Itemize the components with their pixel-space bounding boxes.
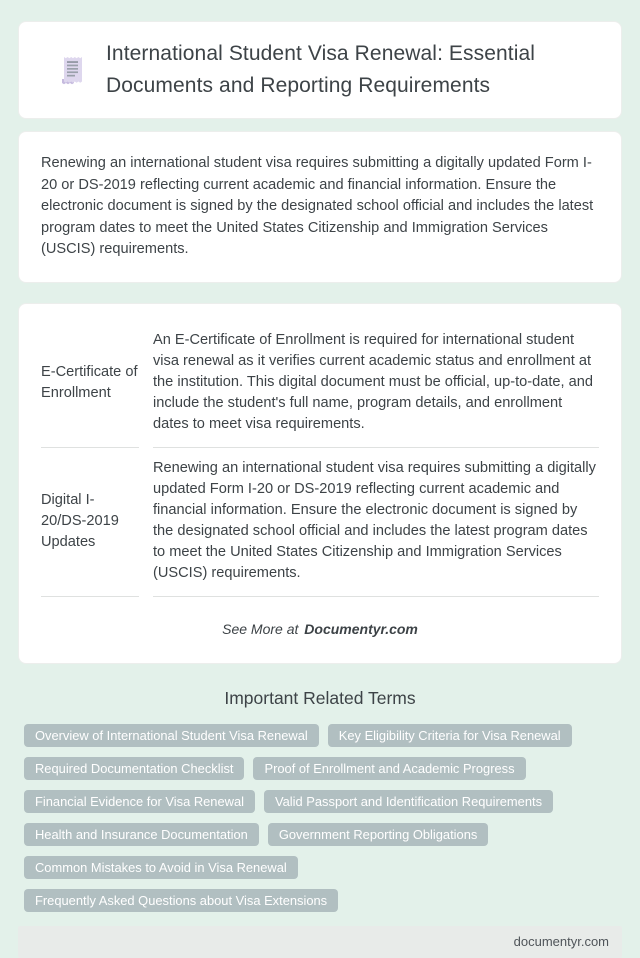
related-term-tag[interactable]: Financial Evidence for Visa Renewal [24,790,255,813]
related-term-tag[interactable]: Government Reporting Obligations [268,823,488,846]
see-more-line [41,621,599,637]
intro-paragraph: Renewing an international student visa requires submitting a digitally updated Form I-20 or DS-2019 reflecting current academic and financial information. Ensure the electronic document is signed by the designated school official and includes the latest program dates to meet the United States Citizenship and Immigration Services (USCIS) requirements. [41,155,594,257]
related-term-tag[interactable]: Proof of Enrollment and Academic Progress [253,757,525,780]
page-title: International Student Visa Renewal: Essential Documents and Reporting Requirements [106,42,536,97]
related-terms-heading: Important Related Terms [224,687,416,708]
related-term-tag[interactable]: Key Eligibility Criteria for Visa Renewal [328,724,572,747]
related-terms-list [18,724,622,912]
related-term-tag[interactable]: Health and Insurance Documentation [24,823,259,846]
term-name-cell: E-Certificate of Enrollment [41,320,139,448]
table-row [41,320,599,448]
footer-bar [18,926,622,958]
title-card [18,21,622,119]
term-name-cell: Digital I-20/DS-2019 Updates [41,448,139,597]
footer-site-label: documentyr.com [513,934,609,949]
related-term-tag[interactable]: Common Mistakes to Avoid in Visa Renewal [24,856,298,879]
related-term-tag[interactable]: Required Documentation Checklist [24,757,244,780]
terms-table [41,320,599,597]
term-description-cell: Renewing an international student visa requires submitting a digitally updated Form I-20 or DS-2019 reflecting current academic and financial information. Ensure the electronic document is signed by the designated school official and includes the latest program dates to meet the United States Citizenship and Immigration Services (USCIS) requirements. [153,448,599,597]
term-description-cell: An E-Certificate of Enrollment is required for international student visa renewal as it verifies current academic status and enrollment at the institution. This digital document must be official, up-to-date, and include the student's full name, program details, and enrollment dates to meet visa requirements. [153,320,599,448]
see-more-site-link[interactable]: Documentyr.com [304,620,418,637]
terms-table-card [18,303,622,664]
intro-card [18,131,622,283]
table-row [41,448,599,597]
related-term-tag[interactable]: Valid Passport and Identification Requirements [264,790,553,813]
see-more-text: See More at [222,620,299,637]
related-term-tag[interactable]: Frequently Asked Questions about Visa Extensions [24,889,338,912]
related-term-tag[interactable]: Overview of International Student Visa Renewal [24,724,319,747]
receipt-icon [59,55,86,86]
